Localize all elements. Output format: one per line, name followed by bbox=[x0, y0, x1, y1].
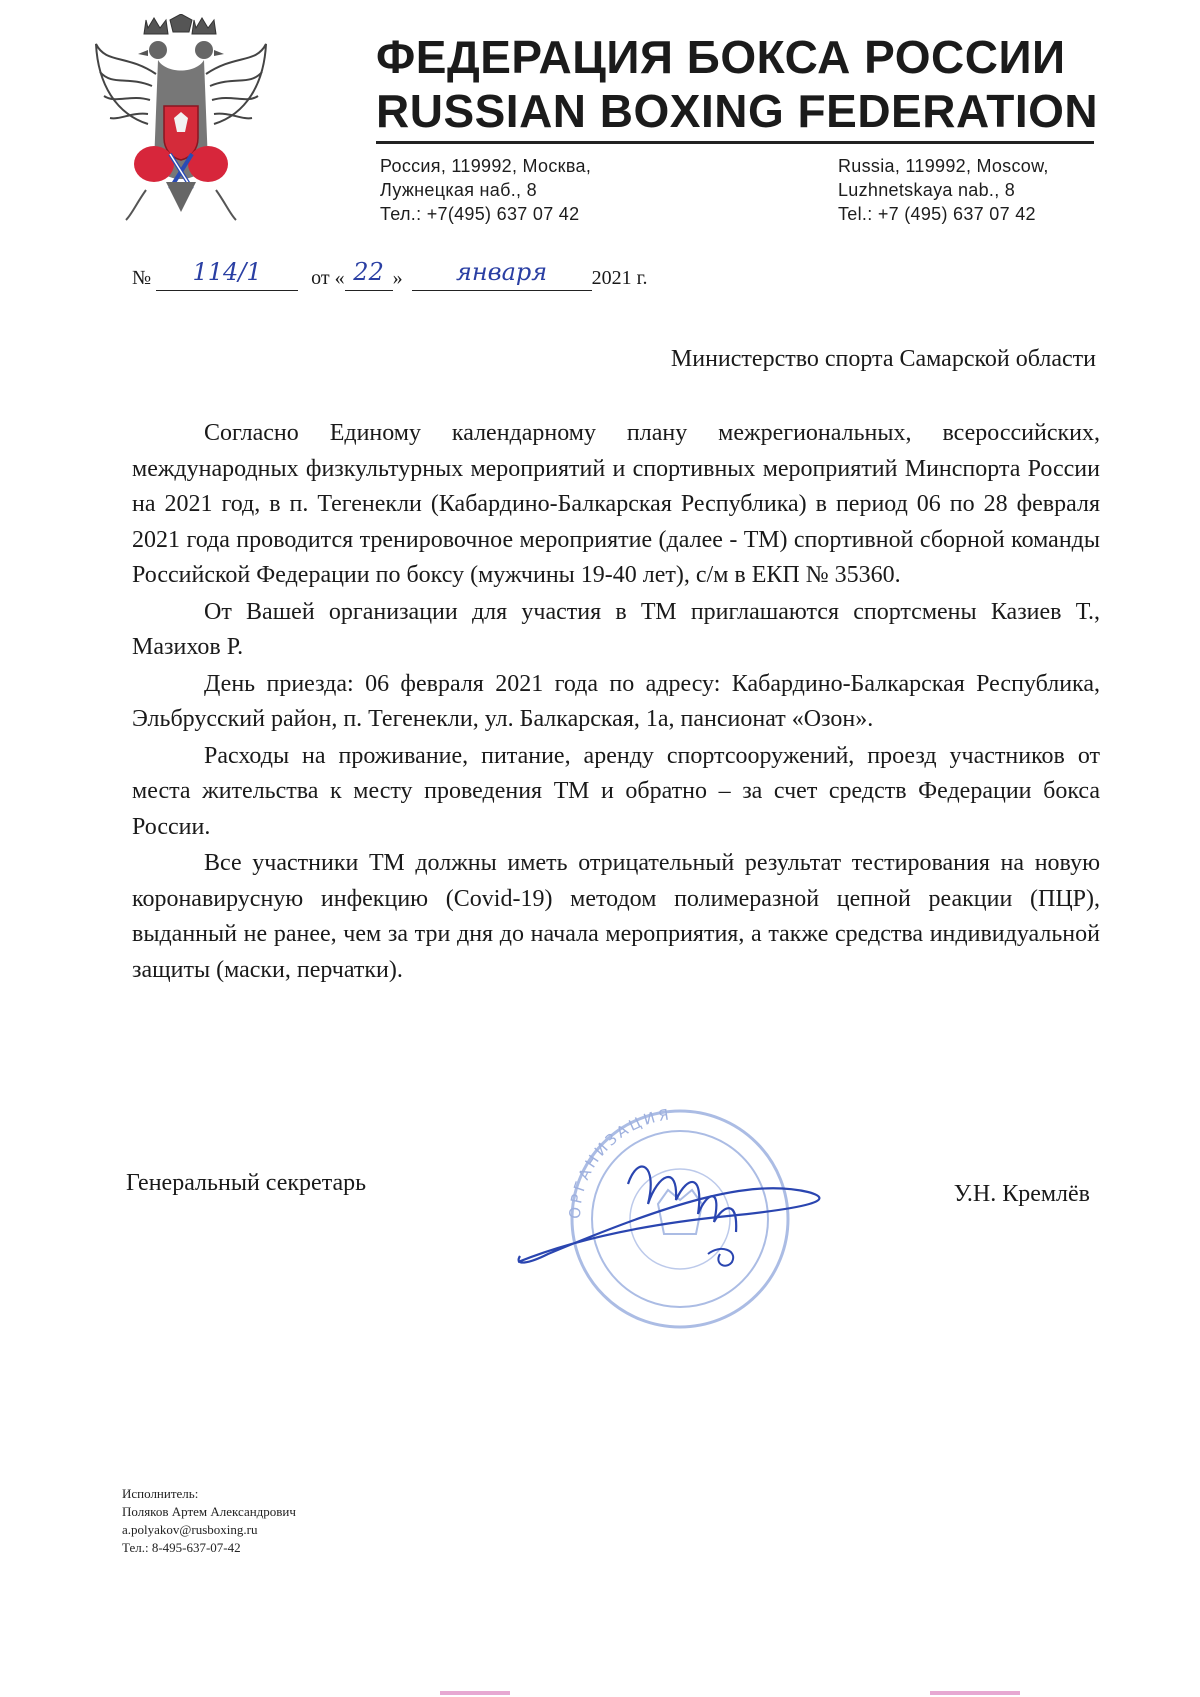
org-name-ru: ФЕДЕРАЦИЯ БОКСА РОССИИ bbox=[376, 31, 1066, 83]
executor-line: Поляков Артем Александрович bbox=[122, 1504, 296, 1519]
address-en-line: Tel.: +7 (495) 637 07 42 bbox=[838, 204, 1036, 224]
double-headed-eagle-emblem-icon bbox=[86, 14, 276, 226]
address-ru-line: Россия, 119992, Москва, bbox=[380, 156, 592, 176]
quote-close: » bbox=[392, 267, 403, 289]
addressee: Министерство спорта Самарской области bbox=[670, 346, 1096, 372]
number-value: 114/1 bbox=[192, 258, 262, 286]
executor-line: Исполнитель: bbox=[122, 1486, 199, 1501]
number-label: № bbox=[132, 267, 152, 289]
quote-open: « bbox=[334, 267, 345, 289]
seal-stamp-and-signature bbox=[508, 1104, 888, 1334]
executor-line: a.polyakov@rusboxing.ru bbox=[122, 1522, 258, 1537]
month-field bbox=[412, 258, 592, 291]
body-paragraph: Согласно Единому календарному плану межрегиональных, всероссийских, международных физкультурных мероприятий и спортивных мероприятий Минспорта России на 2021 год, в п. Тегенекли (Кабардино-Балкарская Республика) в период 06 по 28 февраля 2021 года проводится тренировочное мероприятие (далее - ТМ) спортивной сборной команды Российской Федерации по боксу (мужчины 19-40 лет), с/м в ЕКП № 35360. bbox=[132, 420, 1100, 588]
address-en-line: Luzhnetskaya nab., 8 bbox=[838, 180, 1016, 200]
address-ru-line: Тел.: +7(495) 637 07 42 bbox=[380, 204, 580, 224]
org-name-en: RUSSIAN BOXING FEDERATION bbox=[376, 85, 1099, 137]
executor-block bbox=[122, 1485, 296, 1557]
address-ru-line: Лужнецкая наб., 8 bbox=[380, 180, 537, 200]
body-paragraph: Все участники ТМ должны иметь отрицательный результат тестирования на новую коронавирусную инфекцию (Covid-19) методом полимеразной цепной реакции (ПЦР), выданный не ранее, чем за три дня до начала мероприятия, а также средства индивидуальной защиты (маски, перчатки). bbox=[132, 850, 1100, 983]
scan-edge-marks bbox=[0, 1689, 1200, 1697]
address-ru bbox=[380, 154, 591, 226]
stamp-ring-text: ОРГАНИЗАЦИЯ bbox=[565, 1105, 673, 1220]
address-en bbox=[838, 154, 1049, 226]
day-value: 22 bbox=[353, 258, 384, 286]
header-divider bbox=[376, 141, 1094, 144]
svg-text:ОРГАНИЗАЦИЯ bbox=[566, 1105, 673, 1219]
letter-body bbox=[132, 416, 1100, 989]
reference-line bbox=[132, 258, 648, 291]
address-en-line: Russia, 119992, Moscow, bbox=[838, 156, 1049, 176]
body-paragraph: Расходы на проживание, питание, аренду спортсооружений, проезд участников от места жительства к месту проведения ТМ и обратно – за счет средств Федерации бокса России. bbox=[132, 742, 1100, 840]
body-paragraph: День приезда: 06 февраля 2021 года по адресу: Кабардино-Балкарская Республика, Эльбрусский район, п. Тегенекли, ул. Балкарская, 1а, пансионат «Озон». bbox=[132, 670, 1100, 732]
signer-title: Генеральный секретарь bbox=[126, 1170, 367, 1196]
day-field bbox=[345, 258, 393, 291]
year-suffix: 2021 г. bbox=[591, 267, 648, 289]
from-label: от bbox=[311, 267, 330, 289]
executor-line: Тел.: 8-495-637-07-42 bbox=[122, 1540, 241, 1555]
month-value: января bbox=[455, 258, 548, 286]
number-field bbox=[156, 258, 298, 291]
signer-name: У.Н. Кремлёв bbox=[953, 1181, 1090, 1207]
body-paragraph: От Вашей организации для участия в ТМ приглашаются спортсмены Казиев Т., Мазихов Р. bbox=[132, 598, 1100, 660]
